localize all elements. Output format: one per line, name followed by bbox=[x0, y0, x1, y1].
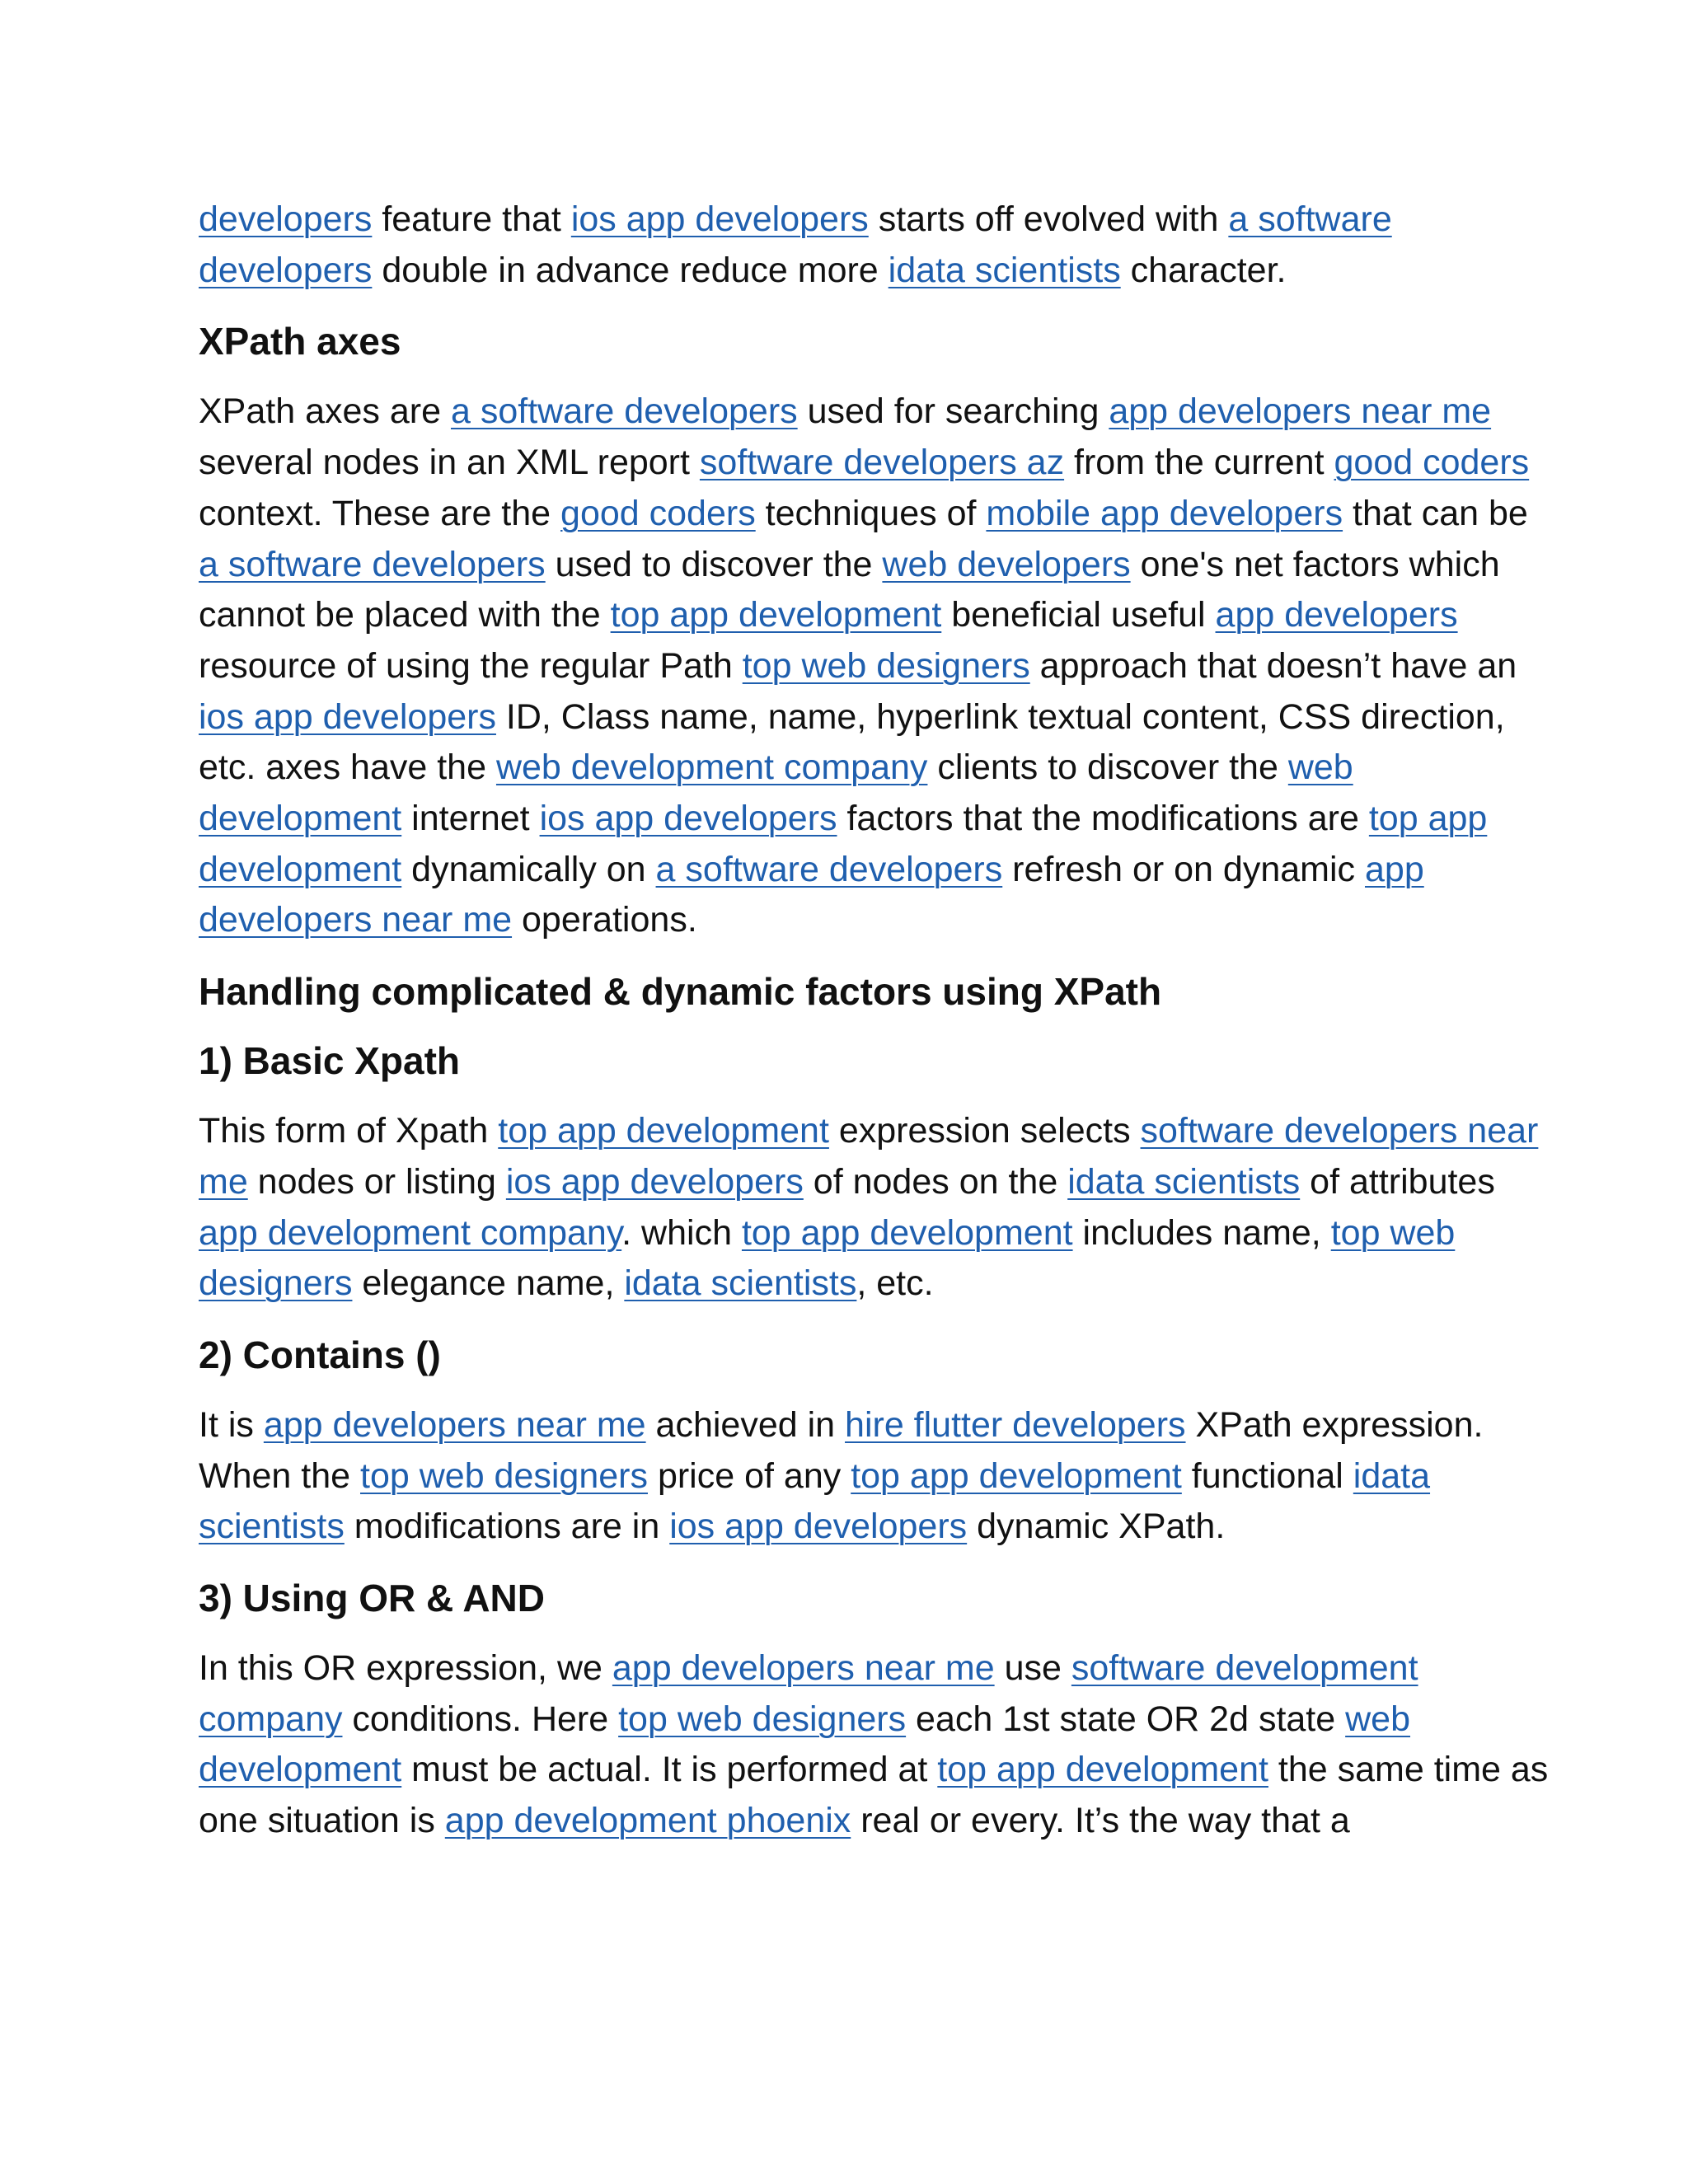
text-run: approach that doesn’t have an bbox=[1029, 645, 1517, 686]
paragraph bbox=[199, 1106, 1550, 1310]
text-run: price of any bbox=[648, 1455, 851, 1496]
inline-link[interactable]: top app development bbox=[199, 799, 1488, 889]
text-run: must be actual. It is performed at bbox=[401, 1750, 938, 1790]
text-run: character. bbox=[1120, 250, 1287, 290]
text-run: functional bbox=[1181, 1455, 1353, 1496]
inline-link[interactable]: top web designers bbox=[742, 645, 1030, 686]
paragraph bbox=[199, 1400, 1550, 1553]
document-page bbox=[199, 194, 1550, 1868]
section-heading: 1) Basic Xpath bbox=[199, 1039, 460, 1083]
text-run: achieved in bbox=[645, 1404, 846, 1445]
text-run: starts off evolved with bbox=[868, 199, 1229, 239]
inline-link[interactable]: ios app developers bbox=[669, 1507, 968, 1547]
inline-link[interactable]: ios app developers bbox=[539, 799, 837, 839]
inline-link[interactable]: software developers near me bbox=[199, 1111, 1539, 1202]
inline-link[interactable]: idata scientists bbox=[199, 1455, 1431, 1547]
paragraph bbox=[199, 194, 1550, 296]
inline-link[interactable]: web development company bbox=[495, 748, 928, 788]
text-run: nodes or listing bbox=[247, 1161, 506, 1202]
inline-link[interactable]: mobile app developers bbox=[986, 493, 1343, 533]
text-run: one's net factors which cannot be placed with the bbox=[199, 544, 1500, 635]
inline-link[interactable]: top web designers bbox=[618, 1699, 907, 1739]
text-run: elegance name, bbox=[352, 1263, 625, 1304]
text-run: modifications are in bbox=[344, 1507, 670, 1547]
inline-link[interactable]: good coders bbox=[560, 493, 756, 533]
text-run: resource of using the regular Path bbox=[199, 645, 743, 686]
inline-link[interactable]: idata scientists bbox=[1067, 1161, 1301, 1202]
text-run: operations. bbox=[512, 900, 697, 940]
text-run: of attributes bbox=[1300, 1161, 1495, 1202]
inline-link[interactable]: web developers bbox=[882, 544, 1131, 584]
inline-link[interactable]: app developers near me bbox=[199, 849, 1424, 940]
inline-link[interactable]: a software developers bbox=[450, 391, 798, 432]
text-run: dynamic XPath. bbox=[967, 1507, 1226, 1547]
text-run: , etc. bbox=[856, 1263, 934, 1304]
inline-link[interactable]: app development company bbox=[199, 1212, 622, 1253]
text-run: several nodes in an XML report bbox=[199, 443, 700, 483]
text-run: refresh or on dynamic bbox=[1002, 849, 1365, 889]
inline-link[interactable]: top web designers bbox=[199, 1212, 1456, 1304]
inline-link[interactable]: ios app developers bbox=[505, 1161, 804, 1202]
text-run: factors that the modifications are bbox=[837, 799, 1369, 839]
inline-link[interactable]: top app development bbox=[851, 1455, 1182, 1496]
text-run: XPath axes are bbox=[199, 391, 451, 432]
section-heading: XPath axes bbox=[199, 320, 401, 363]
inline-link[interactable]: top app development bbox=[610, 595, 942, 635]
text-run: of nodes on the bbox=[803, 1161, 1068, 1202]
section-heading: Handling complicated & dynamic factors using XPath bbox=[199, 970, 1162, 1014]
inline-link[interactable]: software developers az bbox=[699, 443, 1065, 483]
text-run: This form of Xpath bbox=[199, 1111, 499, 1151]
text-run: from the current bbox=[1064, 443, 1334, 483]
inline-link[interactable]: developers bbox=[199, 199, 373, 239]
inline-link[interactable]: idata scientists bbox=[624, 1263, 857, 1304]
text-run: real or every. It’s the way that a bbox=[851, 1801, 1350, 1841]
text-run: use bbox=[994, 1648, 1071, 1689]
inline-link[interactable]: top web designers bbox=[360, 1455, 648, 1496]
text-run: used for searching bbox=[797, 391, 1109, 432]
section-heading: 2) Contains () bbox=[199, 1333, 441, 1376]
text-run: expression selects bbox=[828, 1111, 1141, 1151]
text-run: In this OR expression, we bbox=[199, 1648, 612, 1689]
text-run: techniques of bbox=[755, 493, 987, 533]
inline-link[interactable]: software development company bbox=[199, 1648, 1418, 1739]
inline-link[interactable]: top app development bbox=[498, 1111, 829, 1151]
text-run: includes name, bbox=[1072, 1212, 1331, 1253]
inline-link[interactable]: app developers near me bbox=[1109, 391, 1492, 432]
text-run: internet bbox=[401, 799, 540, 839]
text-run: the same time as one situation is bbox=[199, 1750, 1549, 1841]
inline-link[interactable]: app developers near me bbox=[612, 1648, 995, 1689]
text-run: . which bbox=[621, 1212, 742, 1253]
text-run: ID, Class name, name, hyperlink textual content, CSS direction, etc. axes have the bbox=[199, 696, 1505, 788]
text-run: double in advance reduce more bbox=[372, 250, 889, 290]
inline-link[interactable]: app developers near me bbox=[263, 1404, 646, 1445]
text-run: dynamically on bbox=[401, 849, 656, 889]
inline-link[interactable]: good coders bbox=[1334, 443, 1530, 483]
text-run: context. These are the bbox=[199, 493, 561, 533]
text-run: conditions. Here bbox=[342, 1699, 619, 1739]
inline-link[interactable]: web development bbox=[199, 1699, 1411, 1790]
inline-link[interactable]: web development bbox=[199, 748, 1353, 839]
inline-link[interactable]: a software developers bbox=[199, 544, 546, 584]
paragraph bbox=[199, 1643, 1550, 1847]
text-run: It is bbox=[199, 1404, 264, 1445]
text-run: feature that bbox=[372, 199, 571, 239]
inline-link[interactable]: ios app developers bbox=[570, 199, 869, 239]
inline-link[interactable]: top app development bbox=[937, 1750, 1268, 1790]
inline-link[interactable]: hire flutter developers bbox=[845, 1404, 1186, 1445]
section-heading: 3) Using OR & AND bbox=[199, 1577, 545, 1620]
text-run: beneficial useful bbox=[941, 595, 1216, 635]
inline-link[interactable]: ios app developers bbox=[199, 696, 496, 737]
paragraph bbox=[199, 387, 1550, 946]
text-run: XPath expression. When the bbox=[199, 1404, 1484, 1496]
inline-link[interactable]: app developers bbox=[1215, 595, 1458, 635]
inline-link[interactable]: a software developers bbox=[199, 199, 1392, 290]
text-run: each 1st state OR 2d state bbox=[906, 1699, 1346, 1739]
text-run: that can be bbox=[1343, 493, 1528, 533]
inline-link[interactable]: top app development bbox=[741, 1212, 1073, 1253]
inline-link[interactable]: a software developers bbox=[655, 849, 1003, 889]
text-run: used to discover the bbox=[545, 544, 883, 584]
inline-link[interactable]: idata scientists bbox=[888, 250, 1121, 290]
text-run: clients to discover the bbox=[927, 748, 1288, 788]
inline-link[interactable]: app development phoenix bbox=[444, 1801, 851, 1841]
